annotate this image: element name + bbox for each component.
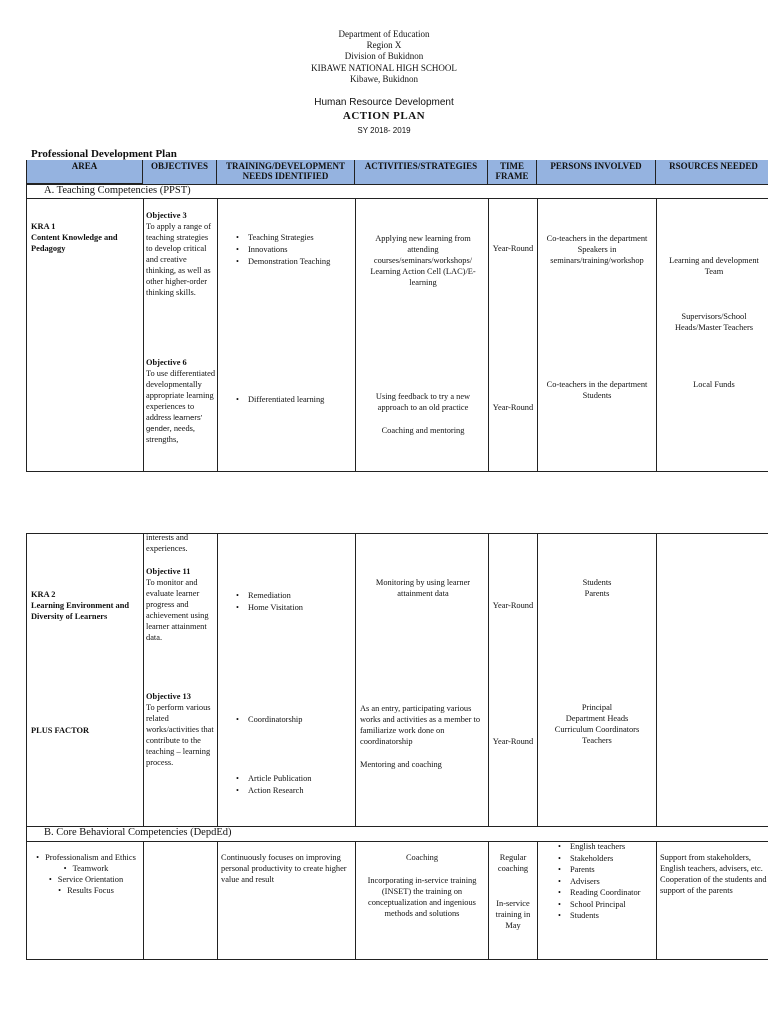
school-year: SY 2018- 2019 [357, 126, 411, 135]
kra1-area: KRA 1 Content Knowledge and Pedagogy [31, 222, 118, 253]
list-item: • Innovations [234, 244, 354, 256]
list-item: • School Principal [556, 899, 654, 911]
activities-objective-13-a: As an entry, participating various works and activities as a member to familiarize work done on coordinatorship [360, 704, 481, 746]
list-item: • Teaching Strategies [234, 232, 354, 244]
col-header-resources: RSOURCES NEEDED [656, 160, 768, 184]
needs-list-objective-13-b [234, 773, 354, 797]
list-item: • Professionalism and Ethics [30, 852, 142, 863]
activities-objective-3: Applying new learning from attending courses/seminars/workshops/ Learning Action Cell (LAC)/E-learning [370, 234, 476, 287]
objective-13 [146, 691, 216, 768]
core-activities-b: Incorporating in-service training (INSET) the training on conceptualization and ingenious methods and solutions [367, 876, 477, 918]
list-item: • Teamwork [30, 863, 142, 874]
document-subtitle: Human Resource Development [314, 97, 454, 108]
persons-objective-3: Co-teachers in the department Speakers in seminars/training/workshop [546, 234, 648, 265]
persons-objective-11: Students Parents [582, 578, 612, 598]
list-item: • Advisers [556, 876, 654, 888]
objective-13-text: To perform various related works/activities that contribute to the teaching – learning process. [146, 703, 214, 767]
list-item: • Demonstration Teaching [234, 256, 354, 268]
list-item: • Action Research [234, 785, 354, 797]
plan-title: Professional Development Plan [31, 148, 177, 160]
col-header-training: TRAINING/DEVELOPMENT NEEDS IDENTIFIED [217, 160, 355, 184]
objective-3-text: To apply a range of teaching strategies to develop critical and creative thinking, as well as other higher-order thinking skills. [146, 222, 211, 297]
activities-objective-13-b: Mentoring and coaching [360, 760, 442, 769]
col-header-objectives: OBJECTIVES [143, 160, 217, 184]
resources-objective-6: Local Funds [693, 380, 735, 389]
list-item: • Stakeholders [556, 853, 654, 865]
core-time-frame-a: Regular coaching [497, 853, 529, 873]
header-line-department: Department of Education [338, 29, 430, 39]
needs-list-objective-3 [234, 232, 354, 268]
activities-objective-6-b: Coaching and mentoring [381, 426, 465, 435]
activities-objective-6-a: Using feedback to try a new approach to an old practice [375, 392, 471, 412]
objective-3-title: Objective 3 [146, 211, 187, 220]
objective-11 [146, 566, 216, 643]
objective-13-title: Objective 13 [146, 692, 191, 701]
objective-6-title: Objective 6 [146, 358, 187, 367]
objective-11-text: To monitor and evaluate learner progress and achievement using learner attainment data. [146, 578, 209, 642]
list-item: • Article Publication [234, 773, 354, 785]
kra2-area: KRA 2 Learning Environment and Diversity of Learners [31, 590, 130, 621]
core-competency-areas [30, 852, 142, 896]
list-item: • Coordinatorship [234, 714, 354, 726]
list-item: • Results Focus [30, 885, 142, 896]
objective-6-tail: , needs, strengths, [146, 424, 196, 444]
needs-list-objective-13-a [234, 714, 354, 726]
list-item: • Remediation [234, 590, 354, 602]
objective-6-highlight: learners' gender [146, 413, 203, 433]
time-frame-objective-3: Year-Round [492, 244, 534, 253]
objective-6-continued: interests and experiences. [146, 533, 189, 553]
list-item: • Service Orientation [30, 874, 142, 885]
header-line-region: Region X [366, 40, 402, 50]
col-header-area: AREA [27, 160, 143, 184]
objective-6-text: To use differentiated developmentally appropriate learning experiences to address [146, 369, 216, 422]
col-header-persons: PERSONS INVOLVED [537, 160, 656, 184]
list-item: • Differentiated learning [234, 394, 354, 406]
time-frame-objective-6: Year-Round [492, 403, 534, 412]
resources-objective-3-b: Supervisors/School Heads/Master Teachers [674, 312, 754, 332]
objective-3 [146, 210, 216, 298]
section-b-title: B. Core Behavioral Competencies (DepdEd) [44, 827, 232, 838]
list-item: • Students [556, 910, 654, 922]
time-frame-objective-11: Year-Round [492, 601, 534, 610]
resources-objective-3-a: Learning and development Team [669, 256, 759, 276]
time-frame-objective-13: Year-Round [492, 737, 534, 746]
core-persons-list [556, 841, 654, 922]
needs-list-objective-11 [234, 590, 354, 614]
list-item: • English teachers [556, 841, 654, 853]
list-item: • Home Visitation [234, 602, 354, 614]
core-resources: Support from stakeholders, English teachers, advisers, etc. Cooperation of the students and support of the parents [660, 853, 767, 895]
persons-objective-6: Co-teachers in the department Students [546, 380, 648, 400]
core-activities-a: Coaching [405, 853, 439, 862]
list-item: • Parents [556, 864, 654, 876]
header-line-school: KIBAWE NATIONAL HIGH SCHOOL [311, 63, 457, 73]
objective-6 [146, 357, 216, 445]
activities-objective-11: Monitoring by using learner attainment data [375, 578, 471, 598]
col-header-activities: ACTIVITIES/STRATEGIES [355, 160, 488, 184]
objective-11-title: Objective 11 [146, 567, 191, 576]
col-header-time-frame: TIME FRAME [488, 160, 537, 184]
persons-objective-13: Principal Department Heads Curriculum Coordinators Teachers [554, 703, 640, 745]
plus-factor-area: PLUS FACTOR [31, 726, 90, 735]
needs-list-objective-6 [234, 394, 354, 406]
core-time-frame-b: In-service training in May [495, 899, 531, 930]
header-line-location: Kibawe, Bukidnon [350, 74, 418, 84]
section-a-title: A. Teaching Competencies (PPST) [44, 185, 191, 196]
document-title: ACTION PLAN [342, 110, 426, 122]
header-line-division: Division of Bukidnon [344, 51, 424, 61]
core-objective: Continuously focuses on improving personal productivity to create higher value and result [221, 853, 347, 884]
list-item: • Reading Coordinator [556, 887, 654, 899]
